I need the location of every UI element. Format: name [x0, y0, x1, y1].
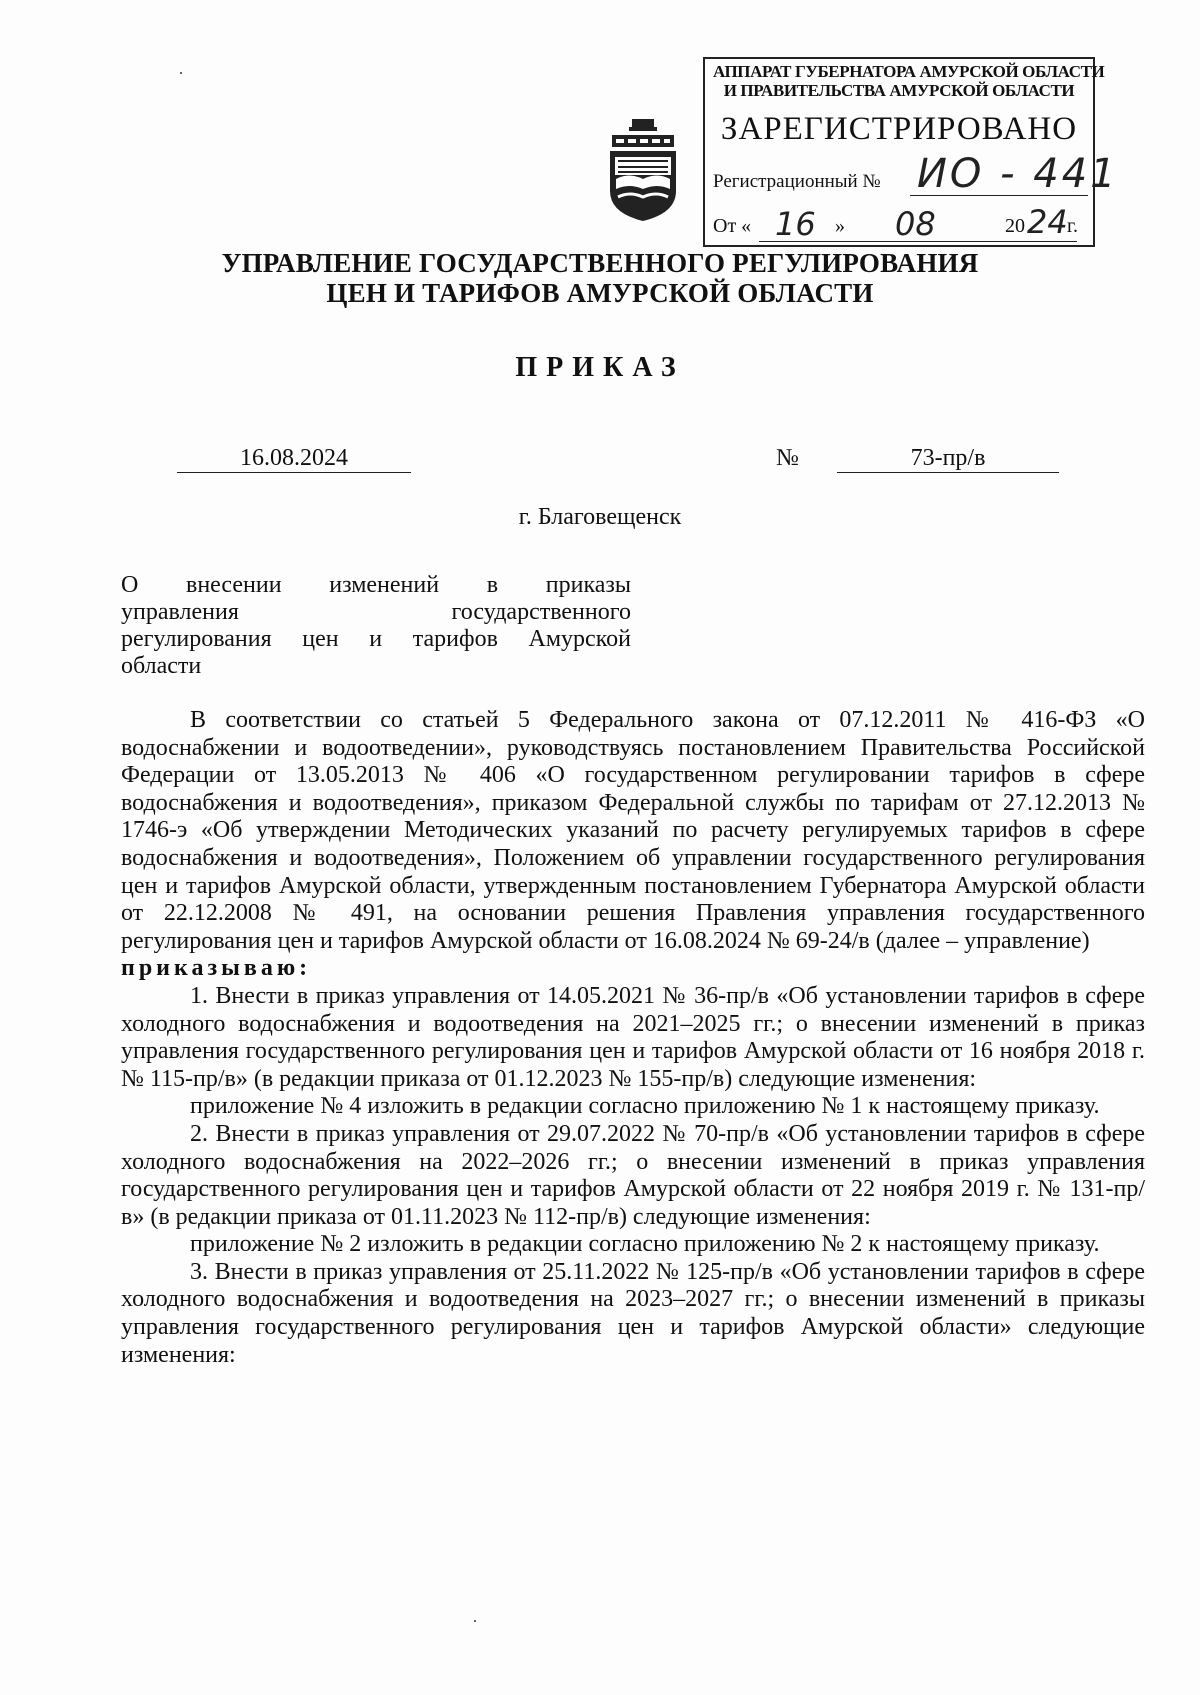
stamp-title: ЗАРЕГИСТРИРОВАНО [720, 111, 1078, 147]
stamp-authority-line1: АППАРАТ ГУБЕРНАТОРА АМУРСКОЙ ОБЛАСТИ [713, 62, 1105, 81]
order-city: г. Благовещенск [518, 504, 682, 530]
subject-line: управления государственного [121, 599, 631, 625]
item-2-sub-paragraph: приложение № 2 изложить в редакции согласно приложению № 2 к настоящему приказу. [190, 1231, 1100, 1258]
order-subject [121, 572, 631, 680]
document-type-title: ПРИКАЗ [515, 352, 685, 383]
order-number-sign: № [776, 445, 799, 471]
organization-name-line1: УПРАВЛЕНИЕ ГОСУДАРСТВЕННОГО РЕГУЛИРОВАНИЯ [221, 248, 979, 278]
order-date: 16.08.2024 [177, 444, 411, 473]
stamp-date-suffix: г. [1067, 215, 1078, 237]
organization-name-line2: ЦЕН И ТАРИФОВ АМУРСКОЙ ОБЛАСТИ [326, 278, 874, 308]
decree-word: приказываю: [121, 955, 312, 982]
preamble-paragraph: В соответствии со статьей 5 Федерального закона от 07.12.2011 № 416-ФЗ «О водоснабжении и водоотведении», руководствуясь постановлением Правительства Российской Федерации от 13.05.2013 № 406 «О государственном регулировании тарифов в сфере водоснабжения и водоотведения», приказом Федеральной службы по тарифам от 27.12.2013 № 1746-э «Об утверждении Методических указаний по расчету регулируемых тарифов в сфере водоснабжения и водоотведения», Положением об управлении государственного регулирования цен и тарифов Амурской области, утвержденным постановлением Губернатора Амурской области от 22.12.2008 № 491, на основании решения Правления управления государственного регулирования цен и тарифов Амурской области от 16.08.2024 № 69-24/в (далее – управление) [121, 707, 1145, 954]
amur-region-coat-of-arms-icon [602, 117, 684, 223]
stamp-authority-line2: И ПРАВИТЕЛЬСТВА АМУРСКОЙ ОБЛАСТИ [723, 81, 1075, 100]
stamp-date-year: 24 [1027, 203, 1068, 241]
stamp-reg-number: ИО - 441 [917, 151, 1119, 197]
stamp-date-prefix: От « [713, 215, 752, 237]
item-3-paragraph: 3. Внести в приказ управления от 25.11.2022 № 125-пр/в «Об установлении тарифов в сфере холодного водоснабжения и водоотведения на 2023–2027 гг.; о внесении изменений в приказы управления государственного регулирования цен и тарифов Амурской области» следующие изменения: [121, 1258, 1145, 1368]
item-1-paragraph: 1. Внести в приказ управления от 14.05.2021 № 36-пр/в «Об установлении тарифов в сфере холодного водоснабжения и водоотведения на 2021–2025 гг.; о внесении изменений в приказ управления государственного регулирования цен и тарифов Амурской области от 16 ноября 2018 г. № 115-пр/в» (в редакции приказа от 01.12.2023 № 155-пр/в) следующие изменения: [121, 982, 1145, 1092]
item-1-sub-paragraph: приложение № 4 изложить в редакции согласно приложению № 1 к настоящему приказу. [190, 1093, 1100, 1120]
scan-speck [474, 1620, 476, 1622]
stamp-reg-underline [910, 195, 1088, 196]
subject-line: области [121, 653, 202, 679]
stamp-date-mid: » [835, 215, 845, 237]
stamp-date-underline [759, 241, 1077, 242]
order-body [121, 707, 1145, 1369]
subject-line: О внесении изменений в приказы [121, 572, 631, 598]
subject-line: регулирования цен и тарифов Амурской [121, 626, 631, 652]
registration-stamp [703, 57, 1119, 247]
scan-speck [180, 72, 182, 74]
stamp-date-day: 16 [775, 205, 816, 243]
stamp-reg-label: Регистрационный № [713, 171, 881, 192]
stamp-date-month: 08 [895, 205, 936, 243]
order-number: 73-пр/в [837, 444, 1059, 473]
stamp-date-year-prefix: 20 [1005, 215, 1025, 237]
item-2-paragraph: 2. Внести в приказ управления от 29.07.2022 № 70-пр/в «Об установлении тарифов в сфере холодного водоснабжения на 2022–2026 гг.; о внесении изменений в приказ управления государственного регулирования цен и тарифов Амурской области от 22 ноября 2019 г. № 131-пр/в» (в редакции приказа от 01.11.2023 № 112-пр/в) следующие изменения: [121, 1120, 1145, 1230]
stamp-date-row [713, 203, 1093, 245]
